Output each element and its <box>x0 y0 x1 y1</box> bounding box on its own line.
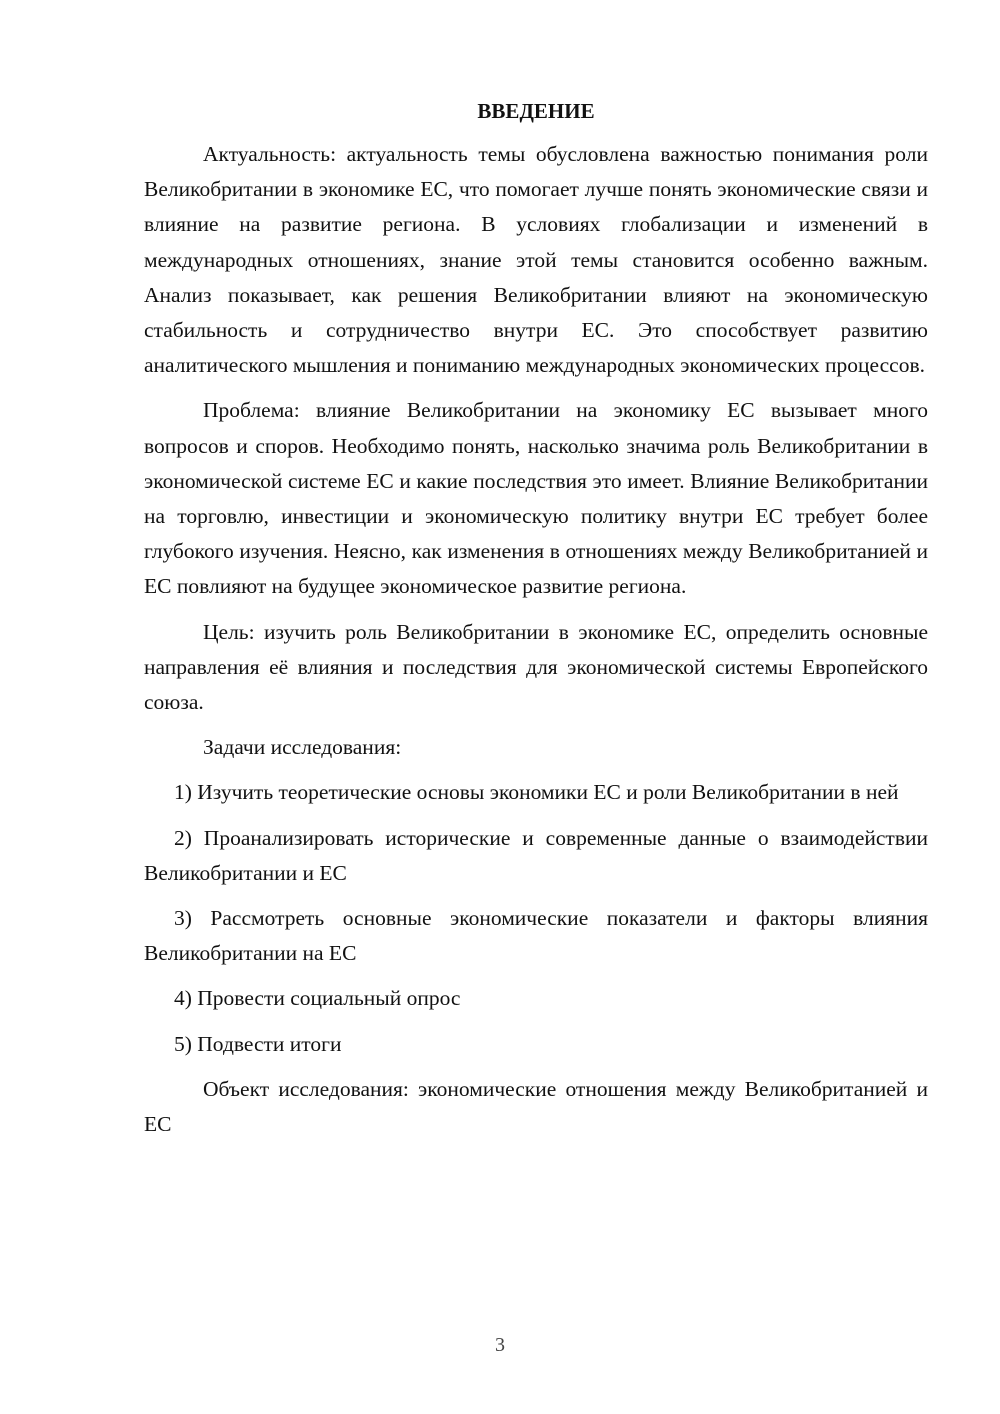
task-item: 4) Провести социальный опрос <box>174 986 461 1011</box>
section-heading: ВВЕДЕНИЕ <box>477 99 595 123</box>
paragraph-goal: Цель: изучить роль Великобритании в экономике ЕС, определить основные направления её влияния и последствия для экономической системы Европейского союза. <box>144 619 928 715</box>
paragraph-object: Объект исследования: экономические отношения между Великобританией и ЕС <box>144 1076 928 1137</box>
page-number: 3 <box>495 1334 505 1356</box>
task-item: 1) Изучить теоретические основы экономики ЕС и роли Великобритании в ней <box>174 780 899 805</box>
paragraph-tasks-intro: Задачи исследования: <box>203 735 402 760</box>
task-item: 3) Рассмотреть основные экономические показатели и факторы влияния Великобритании на ЕС <box>144 906 928 966</box>
task-item: 5) Подвести итоги <box>174 1031 342 1056</box>
paragraph-problem: Проблема: влияние Великобритании на экономику ЕС вызывает много вопросов и споров. Необходимо понять, насколько значима роль Великобритании в экономической системе ЕС и какие последствия это имеет. Влияние Великобритании на торговлю, инвестиции и экономическую политику внутри ЕС требует более глубокого изучения. Неясно, как изменения в отношениях между Великобританией и ЕС повлияют на будущее экономическое развитие региона. <box>144 398 928 599</box>
document-page <box>144 94 928 1152</box>
paragraph-relevance: Актуальность: актуальность темы обусловлена важностью понимания роли Великобритании в экономике ЕС, что помогает лучше понять экономические связи и влияние на развитие региона. В условиях глобализации и изменений в международных отношениях, знание этой темы становится особенно важным. Анализ показывает, как решения Великобритании влияют на экономическую стабильность и сотрудничество внутри ЕС. Это способствует развитию аналитического мышления и пониманию международных экономических процессов. <box>144 142 928 378</box>
task-item: 2) Проанализировать исторические и современные данные о взаимодействии Великобритании и ЕС <box>144 825 928 885</box>
